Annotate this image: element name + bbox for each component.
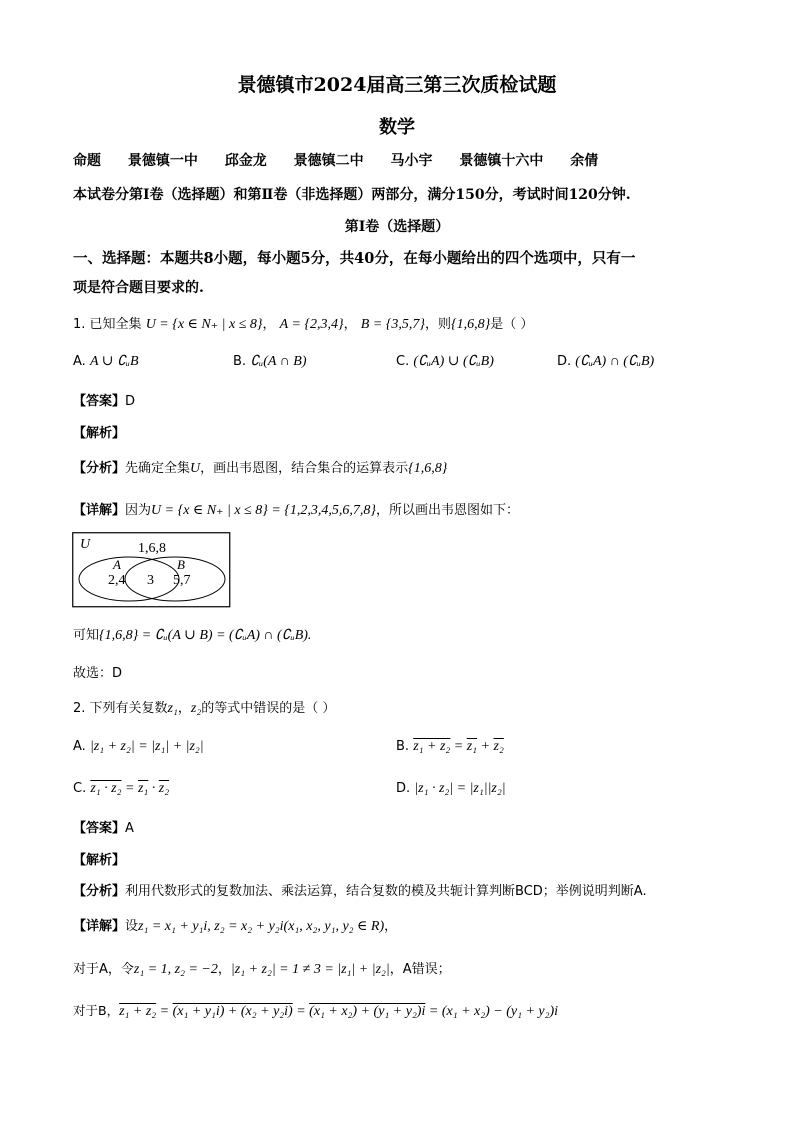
author-3: 余倩 — [570, 153, 599, 169]
q2-answer — [73, 817, 134, 836]
instructions-line-1: 一、选择题：本题共8小题，每小题5分，共40分，在每小题给出的四个选项中，只有一 — [73, 250, 636, 267]
q2-opt-b-r1: z₁ — [466, 739, 478, 754]
q1-opt-d-label: D. — [557, 354, 572, 369]
q1-answer-tag: 【答案】 — [73, 394, 126, 409]
q1-B-def: B = {3,5,7} — [360, 317, 425, 332]
exam-note: 本试卷分第Ⅰ卷（选择题）和第Ⅱ卷（非选择题）两部分，满分150分，考试时间120分钟. — [73, 187, 631, 203]
q2-case-a-suffix: ，A错误； — [389, 962, 451, 977]
q1-answer-value: D — [125, 394, 136, 409]
school-3: 景德镇十六中 — [459, 153, 544, 169]
author-1: 邱金龙 — [224, 153, 267, 169]
q2-jiexi — [73, 849, 125, 868]
venn-outside-values: 1,6,8 — [138, 541, 166, 556]
q1-jiexi-tag: 【解析】 — [73, 426, 126, 441]
q2-z1: z₁ — [167, 701, 178, 716]
venn-diagram — [72, 532, 232, 608]
q2-case-b-o1: z₁ + z₂ — [119, 1004, 157, 1019]
q1-opt-b-label: B. — [233, 354, 247, 369]
q1-option-d — [557, 353, 654, 370]
q1-fenxi-tag: 【分析】 — [73, 461, 126, 476]
school-1: 景德镇一中 — [127, 153, 198, 169]
q1-A-def: A = {2,3,4} — [279, 317, 344, 332]
exam-title: 景德镇市2024届高三第三次质检试题 — [237, 74, 557, 96]
instructions-line-2: 项是符合题目要求的. — [73, 280, 204, 296]
q2-opt-d-text: |z₁ · z₂| = |z₁||z₂| — [414, 781, 506, 796]
q2-fenxi-tag: 【分析】 — [73, 884, 126, 899]
q1-opt-d-text: (∁ᵤA) ∩ (∁ᵤB) — [575, 354, 655, 369]
q1-stem-mid: ，则 — [424, 317, 451, 332]
q2-xiangjie-text-2: ， — [384, 919, 398, 934]
q2-option-a — [73, 739, 204, 755]
q2-option-c — [73, 781, 169, 797]
q2-xiangjie-text-1: 设 — [125, 919, 139, 934]
q2-xiangjie-tag: 【详解】 — [73, 919, 126, 934]
author-line — [73, 150, 598, 170]
q1-stem: 1. 已知全集 U = {x ∈ N₊ | x ≤ 8}， A = {2,3,4}， B = {3,5,7}，则{1,6,8}是（ ） — [73, 317, 534, 332]
q2-case-a — [73, 958, 451, 978]
q2-answer-value: A — [125, 821, 134, 836]
q2-case-b-eq-2: = — [292, 1004, 310, 1019]
school-2: 景德镇二中 — [293, 153, 364, 169]
venn-intersection-value: 3 — [147, 573, 154, 588]
subject-heading: 数学 — [379, 117, 415, 138]
q2-xiangjie — [73, 915, 397, 935]
q2-answer-tag: 【答案】 — [73, 821, 126, 836]
q2-fenxi — [73, 880, 647, 899]
q1-xiangjie — [73, 499, 519, 519]
author-label: 命题 — [73, 153, 101, 169]
q2-opt-c-lhs: z₁ · z₂ — [90, 781, 122, 796]
q2-opt-c-label: C. — [73, 781, 87, 796]
author-2: 马小宇 — [390, 153, 433, 169]
q1-fenxi-text-1: 先确定全集 — [125, 461, 191, 476]
q1-stem-prefix: 1. 已知全集 — [73, 317, 142, 332]
q1-opt-b-text: ∁ᵤ(A ∩ B) — [250, 354, 307, 369]
q2-opt-b-eq: = — [450, 739, 467, 754]
q2-opt-c-eq: = — [121, 781, 138, 796]
section-heading: 第Ⅰ卷（选择题） — [344, 219, 450, 235]
q1-fenxi-U: U — [190, 461, 201, 476]
q2-opt-b-lhs: z₁ + z₂ — [413, 739, 451, 754]
q2-z2: z₂ — [190, 701, 202, 716]
q1-conclusion-prefix: 可知 — [73, 628, 100, 643]
q2-case-a-math-2: |z₁ + z₂| = 1 ≠ 3 = |z₁| + |z₂| — [230, 962, 390, 977]
q2-case-b — [73, 1001, 558, 1020]
q1-xiangjie-text-1: 因为 — [125, 503, 152, 518]
q1-option-c — [396, 353, 494, 370]
q2-stem — [73, 697, 335, 717]
venn-label-a: A — [113, 557, 121, 572]
q2-opt-a-text: |z₁ + z₂| = |z₁| + |z₂| — [89, 739, 204, 754]
q2-stem-prefix: 2. 下列有关复数 — [73, 701, 168, 716]
q2-case-b-prefix: 对于B， — [73, 1003, 120, 1018]
q1-choose: 故选：D — [73, 666, 123, 681]
q1-conclusion-math: {1,6,8} = ∁ᵤ(A ∪ B) = (∁ᵤA) ∩ (∁ᵤB). — [99, 628, 312, 643]
venn-a-only-values: 2,4 — [108, 573, 126, 588]
q1-opt-c-text: (∁ᵤA) ∪ (∁ᵤB) — [413, 354, 494, 369]
q2-opt-c-r1: z₁ — [137, 781, 149, 796]
q1-fenxi-set: {1,6,8} — [408, 461, 448, 476]
q2-case-a-prefix: 对于A，令 — [73, 962, 134, 977]
q1-jiexi — [73, 422, 125, 441]
q2-case-b-eq-3: = — [425, 1004, 442, 1019]
venn-label-u: U — [80, 537, 91, 552]
q2-case-b-tail: (x₁ + x₂) − (y₁ + y₂)i — [441, 1004, 559, 1019]
q1-stem-suffix: 是（ ） — [490, 317, 534, 332]
q2-stem-suffix: 的等式中错误的是（ ） — [201, 701, 336, 716]
q1-opt-a-text: A ∪ ∁ᵤB — [89, 354, 139, 369]
q1-xiangjie-text-2: ，所以画出韦恩图如下： — [375, 503, 519, 518]
q2-sep: ， — [177, 701, 191, 716]
q2-opt-b-r2: z₂ — [493, 739, 504, 754]
q2-jiexi-tag: 【解析】 — [73, 853, 126, 868]
q2-case-a-sep: ， — [217, 962, 231, 977]
q2-option-d — [396, 781, 506, 797]
q1-option-a — [73, 353, 139, 370]
q1-fenxi — [73, 457, 447, 477]
q2-opt-c-r2: z₂ — [158, 781, 170, 796]
q2-case-b-eq-1: = — [156, 1004, 173, 1019]
q2-opt-b-label: B. — [396, 739, 410, 754]
venn-set-a — [79, 557, 179, 601]
q2-opt-b-plus: + — [477, 739, 494, 754]
q2-case-a-math-1: z₁ = 1, z₂ = −2 — [133, 962, 218, 977]
q2-fenxi-text: 利用代数形式的复数加法、乘法运算，结合复数的模及共轭计算判断BCD；举例说明判断A. — [125, 884, 647, 899]
q1-fenxi-text-2: ，画出韦恩图，结合集合的运算表示 — [200, 461, 409, 476]
q2-case-b-o2: (x₁ + y₁i) + (x₂ + y₂i) — [172, 1004, 293, 1019]
q1-xiangjie-math: U = {x ∈ N₊ | x ≤ 8} = {1,2,3,4,5,6,7,8} — [151, 503, 376, 518]
q1-set-168: {1,6,8} — [450, 317, 491, 332]
q1-xiangjie-tag: 【详解】 — [73, 503, 126, 518]
q1-U-def: U = {x ∈ N₊ | x ≤ 8} — [145, 317, 263, 332]
q1-answer — [73, 390, 135, 409]
q1-opt-a-label: A. — [73, 354, 86, 369]
q2-option-b — [396, 739, 504, 755]
venn-label-b: B — [177, 557, 185, 572]
q2-opt-c-dot: · — [148, 781, 159, 796]
q2-xiangjie-math: z₁ = x₁ + y₁i, z₂ = x₂ + y₂i(x₁, x₂, y₁, y₂ ∈ R) — [138, 919, 385, 934]
q2-opt-d-label: D. — [396, 781, 411, 796]
q1-option-b — [233, 353, 307, 370]
q1-opt-c-label: C. — [396, 354, 410, 369]
q2-opt-a-label: A. — [73, 739, 86, 754]
q2-case-b-o3: (x₁ + x₂) + (y₁ + y₂)i — [309, 1004, 426, 1019]
venn-b-only-values: 5,7 — [173, 573, 191, 588]
q1-conclusion — [73, 624, 311, 644]
